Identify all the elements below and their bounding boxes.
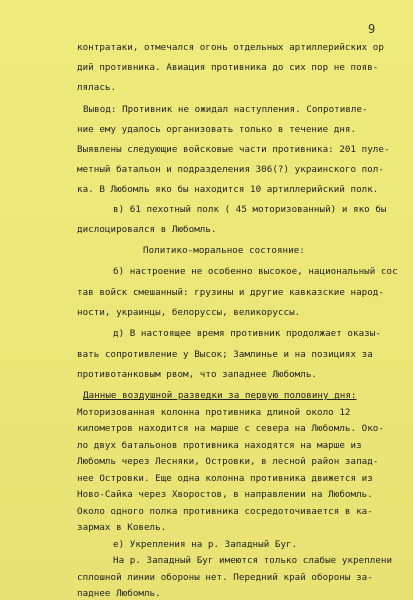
text-line: сплошной линии обороны нет. Передний край обороны за-: [77, 572, 373, 583]
text-line: Моторизованная колонна противника длиной около 12: [77, 407, 351, 418]
text-line: д) В настоящее время противник продолжает оказы-: [113, 328, 381, 339]
text-line: в) 61 пехотный полк ( 45 моторизованный) и яко бы: [113, 204, 387, 215]
text-line: зармах в Ковель.: [77, 522, 167, 533]
section-heading: Данные воздушной разведки за первую половину дня:: [83, 390, 357, 401]
section-heading: Политико-моральное состояние:: [143, 245, 305, 256]
text-line: нее Островки. Еще одна колонна противника движется из: [77, 473, 373, 484]
text-line: Любомль через Лесняки, Островки, в лесной район запад-: [77, 456, 379, 467]
text-line: ло двух батальонов противника находятся на марше из: [77, 440, 362, 451]
text-line: ние ему удалось организовать только в течение дня.: [77, 124, 357, 135]
text-line: дислоцировался в Любомль.: [77, 224, 217, 235]
section-heading: е) Укрепления на р. Западный Буг.: [113, 539, 298, 550]
text-line: контратаки, отмечался огонь отдельных артиллерийских ор: [77, 42, 384, 53]
text-line: дий противника. Авиация противника до сих пор не появ-: [77, 62, 379, 73]
text-line: ности, украинцы, белоруссы, великоруссы.: [77, 307, 301, 318]
page-number: 9: [368, 22, 376, 36]
text-line: паднее Любомль.: [77, 588, 161, 599]
text-line: Около одного полка противника сосредоточивается в ка-: [77, 506, 373, 517]
text-line: метный батальон и подразделения 306(?) украинского пол-: [77, 164, 384, 175]
text-line: тав войск смешанный: грузины и другие кавказские народ-: [77, 287, 384, 298]
text-line: б) настроение не особенно высокое, национальный сос: [113, 266, 398, 277]
text-line: лялась.: [77, 82, 117, 93]
text-line: На р. Западный Буг имеются только слабые укреплени: [113, 555, 393, 566]
text-line: Выявлены следующие войсковые части противника: 201 пуле-: [77, 144, 390, 155]
text-line: Вывод: Противник не ожидал наступления. Сопротивле-: [83, 104, 368, 115]
text-line: вать сопротивление у Высок; Замлинье и на позициях за: [77, 349, 373, 360]
text-line: Ново-Сайка через Хворостов, в направлении на Любомль.: [77, 489, 373, 500]
text-line: ка. В Любомль яко бы находится 10 артиллерийский полк.: [77, 184, 379, 195]
text-line: километров находится на марше с севера на Любомль. Око-: [77, 423, 384, 434]
text-line: противотанковым рвом, что западнее Любомль.: [77, 369, 317, 380]
